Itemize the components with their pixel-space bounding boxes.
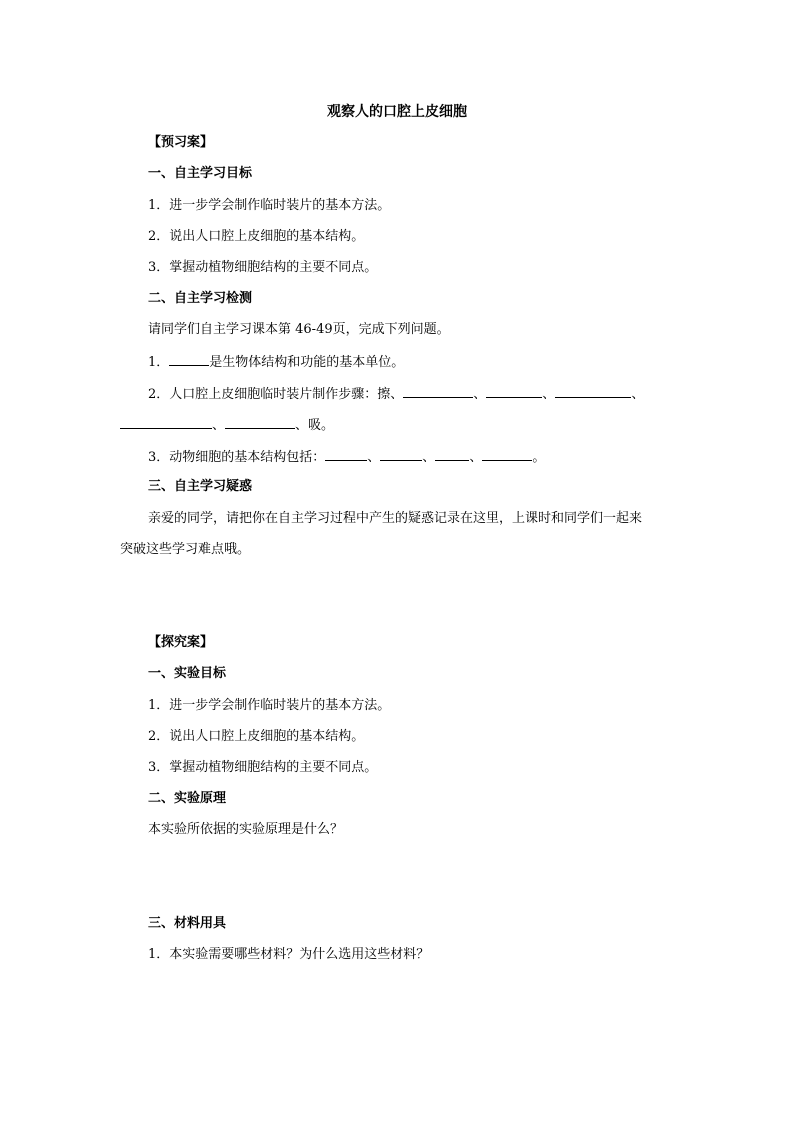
question-2-line-2 bbox=[120, 415, 334, 435]
explore-goal-3: 3．掌握动植物细胞结构的主要不同点。 bbox=[148, 760, 378, 775]
q2-blank-2[interactable] bbox=[486, 384, 542, 398]
principle-question: 本实验所依据的实验原理是什么？ bbox=[148, 822, 344, 837]
question-3 bbox=[148, 447, 545, 467]
explore-goal-1: 1．进一步学会制作临时装片的基本方法。 bbox=[148, 698, 391, 713]
q2-sep: 、 bbox=[631, 387, 645, 402]
q2-sep: 、 bbox=[212, 418, 226, 433]
q3-sep: 、 bbox=[469, 450, 483, 465]
explore-heading: 【探究案】 bbox=[148, 635, 214, 650]
q2-blank-3[interactable] bbox=[555, 384, 631, 398]
q1-prefix: 1． bbox=[148, 355, 170, 370]
q3-blank-4[interactable] bbox=[482, 447, 532, 461]
q2-prefix: 2．人口腔上皮细胞临时装片制作步骤：擦、 bbox=[148, 387, 404, 402]
principle-heading: 二、实验原理 bbox=[148, 791, 227, 806]
q3-blank-2[interactable] bbox=[380, 447, 422, 461]
materials-heading: 三、材料用具 bbox=[148, 916, 227, 931]
preview-goals-heading: 一、自主学习目标 bbox=[148, 166, 253, 181]
q2-end: 、吸。 bbox=[295, 418, 335, 433]
q3-end: 。 bbox=[532, 450, 546, 465]
q3-sep: 、 bbox=[422, 450, 436, 465]
materials-question-1: 1．本实验需要哪些材料？为什么选用这些材料？ bbox=[148, 947, 430, 962]
doubt-line-1: 亲爱的同学，请把你在自主学习过程中产生的疑惑记录在这里，上课时和同学们一起来 bbox=[148, 511, 643, 526]
question-1 bbox=[148, 352, 404, 372]
preview-goal-2: 2．说出人口腔上皮细胞的基本结构。 bbox=[148, 229, 365, 244]
explore-goals-heading: 一、实验目标 bbox=[148, 666, 227, 681]
q3-blank-1[interactable] bbox=[325, 447, 367, 461]
q1-suffix: 是生物体结构和功能的基本单位。 bbox=[209, 355, 405, 370]
check-intro: 请同学们自主学习课本第 46-49页，完成下列问题。 bbox=[148, 322, 450, 337]
preview-heading: 【预习案】 bbox=[148, 135, 214, 150]
preview-doubt-heading: 三、自主学习疑惑 bbox=[148, 479, 253, 494]
q2-blank-5[interactable] bbox=[225, 415, 295, 429]
q2-blank-4[interactable] bbox=[120, 415, 212, 429]
doubt-line-2: 突破这些学习难点哦。 bbox=[120, 542, 251, 557]
q2-sep: 、 bbox=[542, 387, 556, 402]
q2-blank-1[interactable] bbox=[403, 384, 473, 398]
question-2-line-1 bbox=[148, 384, 644, 404]
q3-blank-3[interactable] bbox=[435, 447, 469, 461]
q3-prefix: 3．动物细胞的基本结构包括： bbox=[148, 450, 326, 465]
preview-goal-1: 1．进一步学会制作临时装片的基本方法。 bbox=[148, 198, 391, 213]
preview-check-heading: 二、自主学习检测 bbox=[148, 291, 253, 306]
q1-blank[interactable] bbox=[169, 352, 209, 366]
q3-sep: 、 bbox=[367, 450, 381, 465]
preview-goal-3: 3．掌握动植物细胞结构的主要不同点。 bbox=[148, 260, 378, 275]
explore-goal-2: 2．说出人口腔上皮细胞的基本结构。 bbox=[148, 729, 365, 744]
document-title: 观察人的口腔上皮细胞 bbox=[327, 104, 467, 120]
q2-sep: 、 bbox=[473, 387, 487, 402]
